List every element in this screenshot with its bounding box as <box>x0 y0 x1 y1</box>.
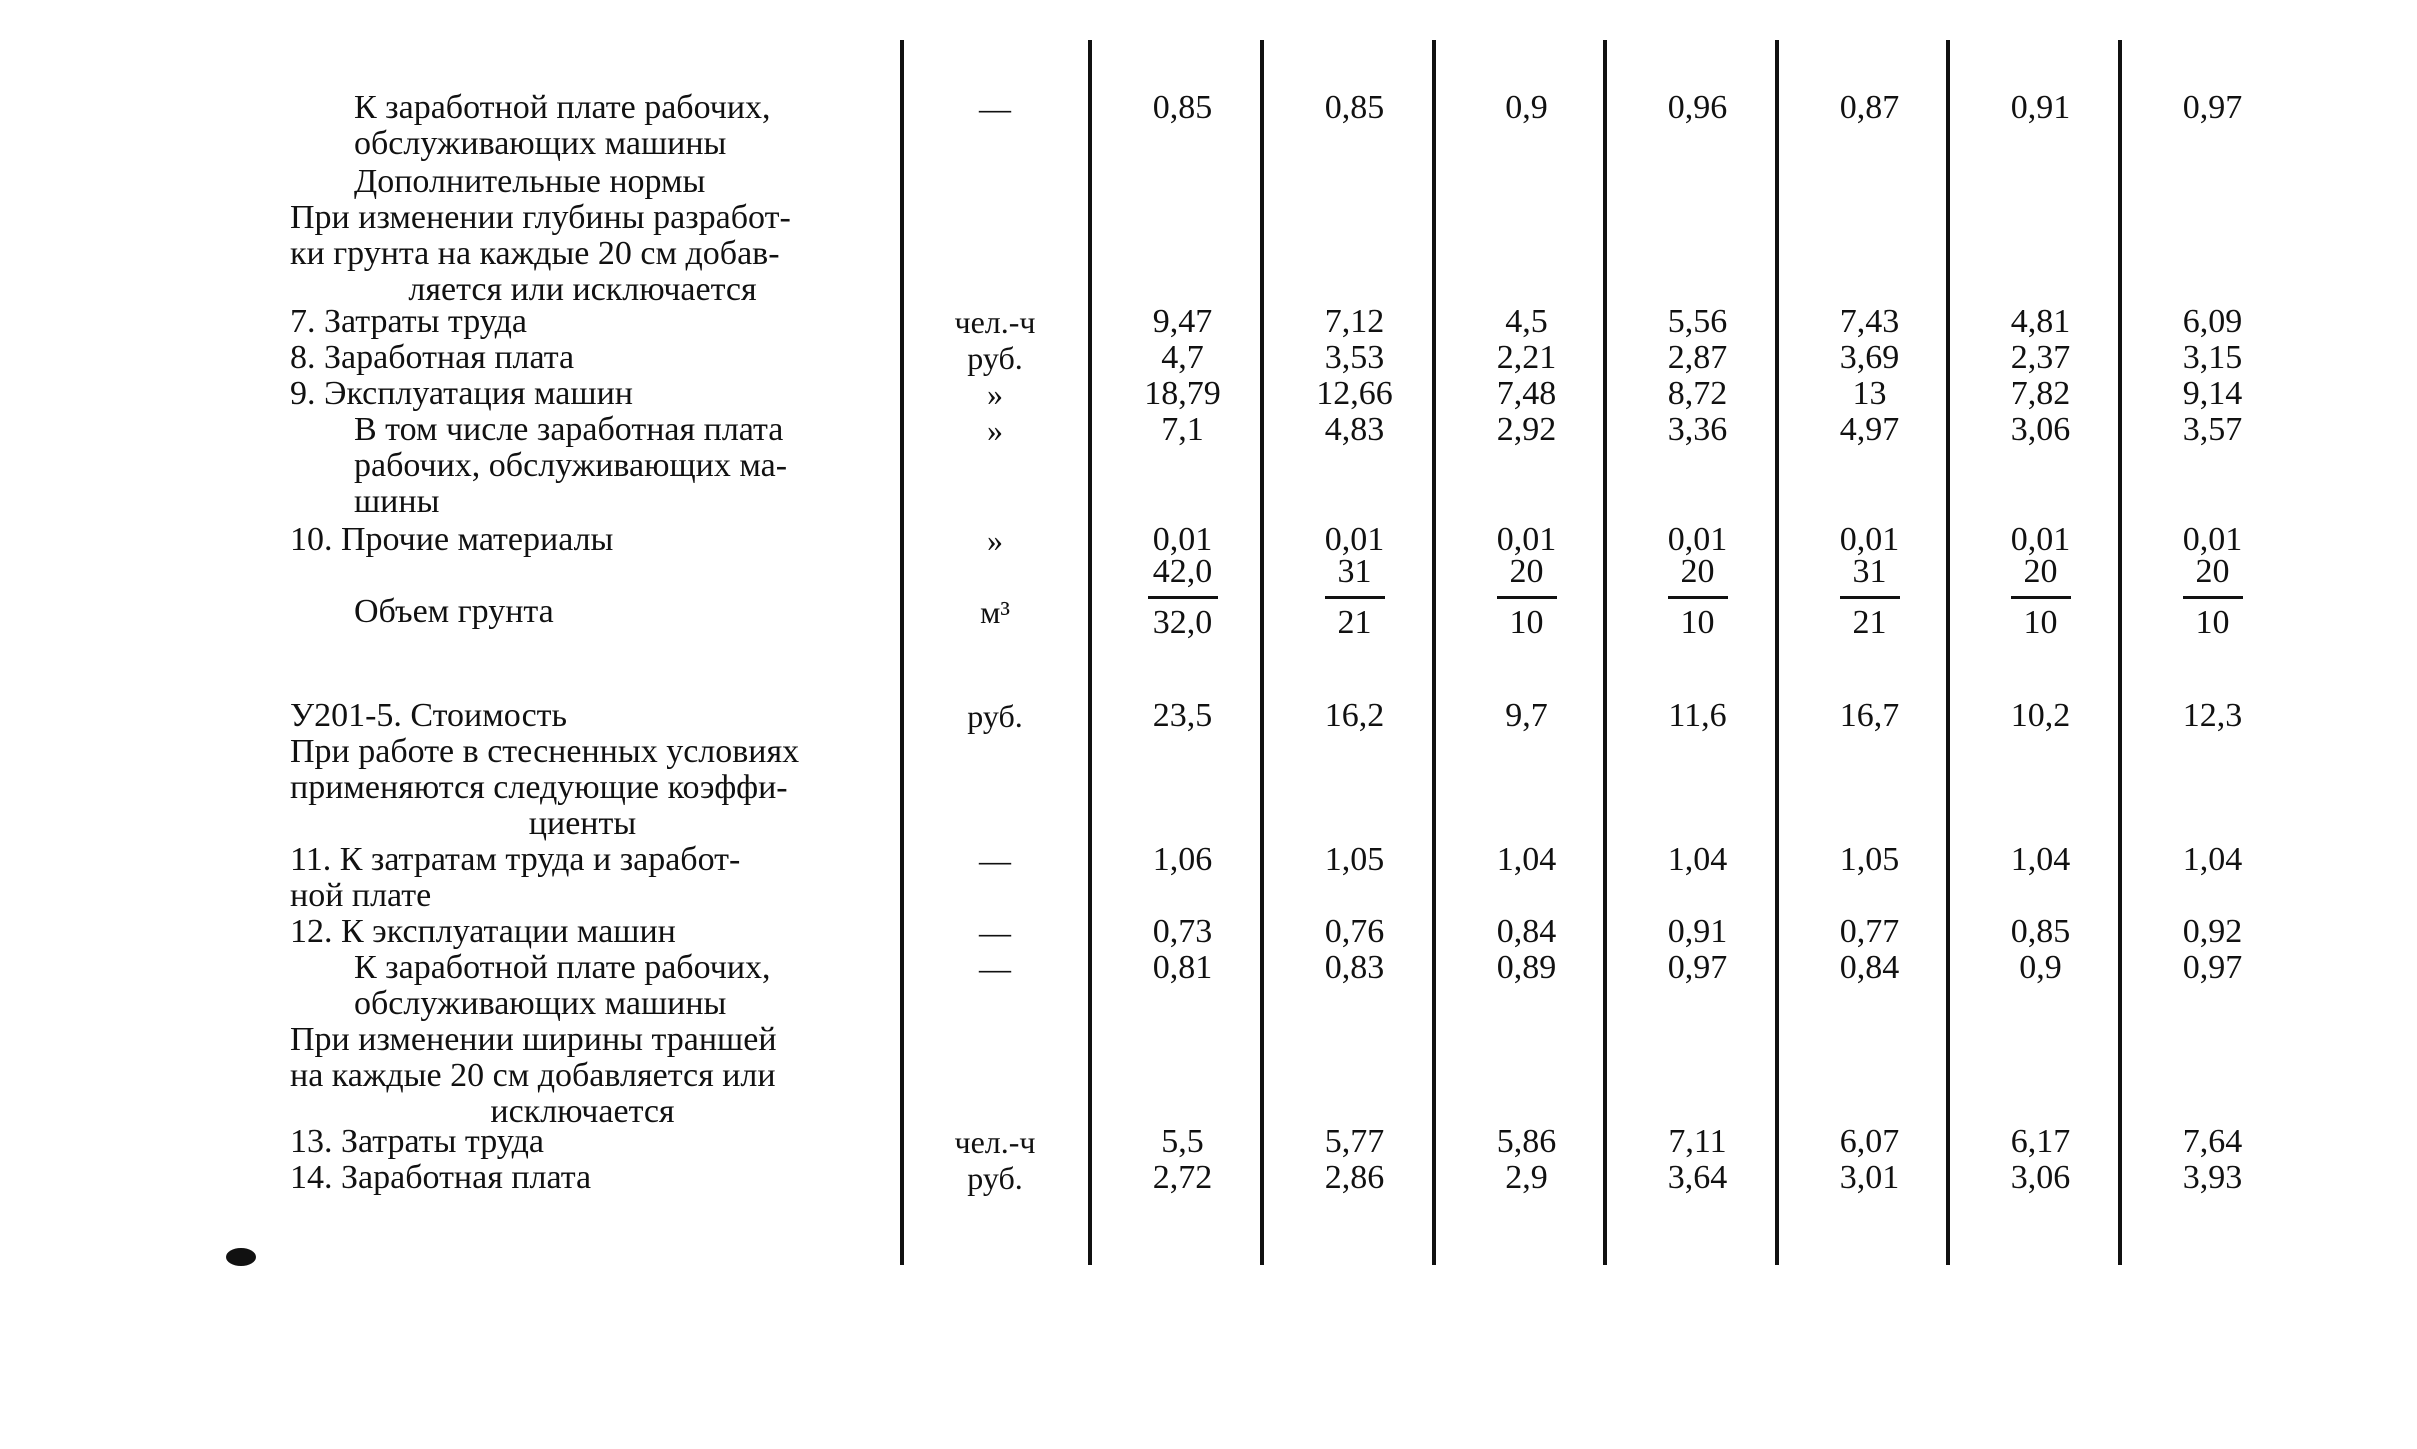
value-cell: 0,84 <box>1496 913 1557 950</box>
value-cell: 0,92 <box>2182 913 2243 950</box>
row-label: ки грунта на каждые 20 см добав- <box>290 235 780 272</box>
value-cell: 0,91 <box>1667 913 1728 950</box>
row-label: рабочих, обслуживающих ма- <box>354 447 788 484</box>
unit-cell: — <box>979 950 1011 986</box>
value-cell: 3,06 <box>2010 411 2071 448</box>
value-cell: 3,06 <box>2010 1159 2071 1196</box>
value-cell: 1,04 <box>1496 841 1557 878</box>
value-cell: 2,37 <box>2010 339 2071 376</box>
column-rule <box>1260 40 1264 1265</box>
value-cell: 3,93 <box>2182 1159 2243 1196</box>
value-cell: 0,01 <box>1667 521 1728 558</box>
value-cell: 8,72 <box>1667 375 1728 412</box>
value-cell: 2,87 <box>1667 339 1728 376</box>
value-cell: 4,7 <box>1161 339 1204 376</box>
value-cell: 16,7 <box>1839 697 1900 734</box>
column-rule <box>1775 40 1779 1265</box>
value-cell: 0,85 <box>1324 89 1385 126</box>
value-cell: 0,83 <box>1324 949 1385 986</box>
column-rule <box>1088 40 1092 1265</box>
value-cell: 7,12 <box>1324 303 1385 340</box>
value-cell: 2,72 <box>1152 1159 1213 1196</box>
fraction-denominator: 10 <box>2023 604 2058 641</box>
value-cell: 3,57 <box>2182 411 2243 448</box>
value-cell: 0,73 <box>1152 913 1213 950</box>
unit-cell: руб. <box>967 1160 1023 1196</box>
value-cell: 6,17 <box>2010 1123 2071 1160</box>
unit-cell: — <box>979 90 1011 126</box>
value-cell: 7,1 <box>1161 411 1204 448</box>
value-cell: 23,5 <box>1152 697 1213 734</box>
value-cell: 7,64 <box>2182 1123 2243 1160</box>
value-cell: 0,01 <box>1496 521 1557 558</box>
row-label: ляется или исключается <box>408 271 757 308</box>
fraction-bar <box>1325 596 1385 599</box>
fraction-denominator: 32,0 <box>1152 604 1213 641</box>
value-cell: 0,84 <box>1839 949 1900 986</box>
value-cell: 0,96 <box>1667 89 1728 126</box>
row-label: исключается <box>490 1093 675 1130</box>
fraction-denominator: 10 <box>2195 604 2230 641</box>
value-cell: 0,97 <box>2182 89 2243 126</box>
fraction-cell <box>1955 552 2126 643</box>
value-cell: 1,06 <box>1152 841 1213 878</box>
row-label: В том числе заработная плата <box>354 411 784 448</box>
row-label: При работе в стесненных условиях <box>290 733 800 770</box>
value-cell: 0,01 <box>1839 521 1900 558</box>
value-cell: 7,43 <box>1839 303 1900 340</box>
value-cell: 5,56 <box>1667 303 1728 340</box>
value-cell: 1,04 <box>2010 841 2071 878</box>
fraction-cell <box>2127 552 2298 643</box>
fraction-denominator: 10 <box>1680 604 1715 641</box>
value-cell: 4,5 <box>1505 303 1548 340</box>
row-label: Объем грунта <box>354 593 554 630</box>
unit-cell: чел.-ч <box>954 304 1036 340</box>
value-cell: 0,9 <box>1505 89 1548 126</box>
unit-cell: » <box>987 376 1003 412</box>
row-label: К заработной плате рабочих, <box>354 89 771 126</box>
value-cell: 0,01 <box>1324 521 1385 558</box>
row-label: 14. Заработная плата <box>290 1159 592 1196</box>
value-cell: 3,64 <box>1667 1159 1728 1196</box>
value-cell: 4,81 <box>2010 303 2071 340</box>
row-label: 8. Заработная плата <box>290 339 575 376</box>
value-cell: 6,09 <box>2182 303 2243 340</box>
value-cell: 2,86 <box>1324 1159 1385 1196</box>
value-cell: 7,82 <box>2010 375 2071 412</box>
value-cell: 1,04 <box>1667 841 1728 878</box>
value-cell: 1,04 <box>2182 841 2243 878</box>
unit-cell: чел.-ч <box>954 1124 1036 1160</box>
value-cell: 13 <box>1852 375 1887 412</box>
fraction-numerator: 20 <box>2195 553 2230 590</box>
row-label: применяются следующие коэффи- <box>290 769 788 806</box>
value-cell: 12,66 <box>1316 375 1393 412</box>
fraction-cell <box>1269 552 1440 643</box>
row-label: У201-5. Стоимость <box>290 697 568 734</box>
value-cell: 1,05 <box>1324 841 1385 878</box>
row-label: ной плате <box>290 877 432 914</box>
fraction-bar <box>1148 596 1218 599</box>
value-cell: 2,92 <box>1496 411 1557 448</box>
row-label: циенты <box>528 805 637 842</box>
value-cell: 18,79 <box>1144 375 1221 412</box>
value-cell: 4,97 <box>1839 411 1900 448</box>
fraction-cell <box>1097 552 1268 643</box>
row-label: на каждые 20 см добавляется или <box>290 1057 776 1094</box>
value-cell: 3,53 <box>1324 339 1385 376</box>
value-cell: 2,9 <box>1505 1159 1548 1196</box>
value-cell: 0,01 <box>2182 521 2243 558</box>
fraction-bar <box>1840 596 1900 599</box>
fraction-numerator: 42,0 <box>1152 553 1213 590</box>
value-cell: 16,2 <box>1324 697 1385 734</box>
value-cell: 3,69 <box>1839 339 1900 376</box>
column-rule <box>1946 40 1950 1265</box>
fraction-numerator: 20 <box>1680 553 1715 590</box>
row-label: К заработной плате рабочих, <box>354 949 771 986</box>
column-rule <box>2118 40 2122 1265</box>
fraction-numerator: 20 <box>2023 553 2058 590</box>
value-cell: 10,2 <box>2010 697 2071 734</box>
fraction-cell <box>1612 552 1783 643</box>
row-label: обслуживающих машины <box>354 125 727 162</box>
row-label: При изменении ширины траншей <box>290 1021 777 1058</box>
value-cell: 0,9 <box>2019 949 2062 986</box>
value-cell: 11,6 <box>1668 697 1727 734</box>
value-cell: 0,97 <box>1667 949 1728 986</box>
value-cell: 0,01 <box>2010 521 2071 558</box>
value-cell: 3,01 <box>1839 1159 1900 1196</box>
fraction-denominator: 21 <box>1337 604 1372 641</box>
column-rule <box>900 40 904 1265</box>
unit-cell: — <box>979 842 1011 878</box>
value-cell: 7,11 <box>1668 1123 1727 1160</box>
value-cell: 2,21 <box>1496 339 1557 376</box>
value-cell: 3,15 <box>2182 339 2243 376</box>
value-cell: 0,97 <box>2182 949 2243 986</box>
value-cell: 0,89 <box>1496 949 1557 986</box>
value-cell: 0,01 <box>1152 521 1213 558</box>
value-cell: 12,3 <box>2182 697 2243 734</box>
value-cell: 0,77 <box>1839 913 1900 950</box>
fraction-numerator: 31 <box>1852 553 1887 590</box>
fraction-bar <box>1668 596 1728 599</box>
row-label: 11. К затратам труда и заработ- <box>290 841 741 878</box>
value-cell: 5,5 <box>1161 1123 1204 1160</box>
row-label: 9. Эксплуатация машин <box>290 375 633 412</box>
column-rule <box>1432 40 1436 1265</box>
column-rule <box>1603 40 1607 1265</box>
fraction-bar <box>2011 596 2071 599</box>
row-label: 7. Затраты труда <box>290 303 528 340</box>
value-cell: 7,48 <box>1496 375 1557 412</box>
value-cell: 5,86 <box>1496 1123 1557 1160</box>
value-cell: 9,14 <box>2182 375 2243 412</box>
fraction-bar <box>1497 596 1557 599</box>
value-cell: 0,81 <box>1152 949 1213 986</box>
fraction-cell <box>1441 552 1612 643</box>
value-cell: 1,05 <box>1839 841 1900 878</box>
value-cell: 0,85 <box>2010 913 2071 950</box>
unit-cell: — <box>979 914 1011 950</box>
value-cell: 9,47 <box>1152 303 1213 340</box>
value-cell: 5,77 <box>1324 1123 1385 1160</box>
row-label: 13. Затраты труда <box>290 1123 545 1160</box>
value-cell: 4,83 <box>1324 411 1385 448</box>
fraction-cell <box>1784 552 1955 643</box>
value-cell: 0,91 <box>2010 89 2071 126</box>
row-label: шины <box>354 483 440 520</box>
value-cell: 0,87 <box>1839 89 1900 126</box>
value-cell: 9,7 <box>1505 697 1548 734</box>
fraction-numerator: 31 <box>1337 553 1372 590</box>
ink-blot <box>226 1248 256 1266</box>
row-label: Дополнительные нормы <box>354 163 706 200</box>
unit-cell: » <box>987 412 1003 448</box>
value-cell: 0,85 <box>1152 89 1213 126</box>
fraction-bar <box>2183 596 2243 599</box>
unit-cell: руб. <box>967 340 1023 376</box>
unit-cell: м³ <box>980 594 1010 630</box>
row-label: При изменении глубины разработ- <box>290 199 791 236</box>
fraction-numerator: 20 <box>1509 553 1544 590</box>
value-cell: 3,36 <box>1667 411 1728 448</box>
fraction-denominator: 21 <box>1852 604 1887 641</box>
value-cell: 0,76 <box>1324 913 1385 950</box>
row-label: 10. Прочие материалы <box>290 521 614 558</box>
unit-cell: руб. <box>967 698 1023 734</box>
row-label: обслуживающих машины <box>354 985 727 1022</box>
value-cell: 6,07 <box>1839 1123 1900 1160</box>
unit-cell: » <box>987 522 1003 558</box>
row-label: 12. К эксплуатации машин <box>290 913 676 950</box>
fraction-denominator: 10 <box>1509 604 1544 641</box>
